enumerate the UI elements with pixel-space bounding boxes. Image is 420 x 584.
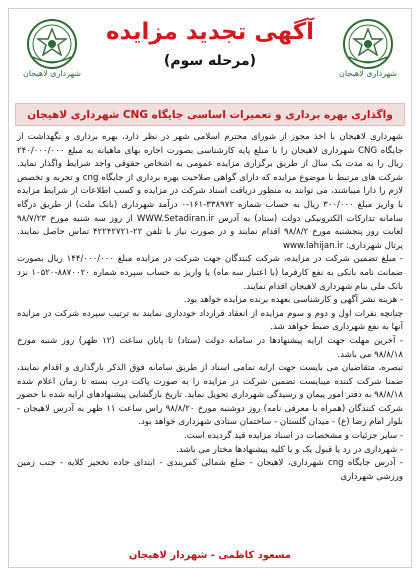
paragraph: - مبلغ تضمین شرکت در مزایده، شرکت کنندگان جهت شرکت در مزایده مبلغ ۱۴۴/۰۰۰/۰۰۰ ریال بصورت ضمانت نامه بانکی به نفع کارفرما (با اعتبار سه ماه) یا واریز به حساب سپرده شماره ۸۸۷۰۰۲۰-۱۰۵۲۰ نزد بانک ملی بنام شهرداری لاهیجان اقدام نمایند. bbox=[17, 254, 403, 292]
emblem-icon bbox=[339, 17, 397, 71]
logo-caption: شهرداری لاهیجان bbox=[339, 69, 397, 78]
paragraph: چنانچه نفرات اول و دوم و سوم مزایده از انعقاد قرارداد خودداری نمایند به ترتیب سپرده شرکت در مزایده آنها به نفع شهرداری ضبط خواهد شد. bbox=[17, 308, 403, 333]
emblem-icon bbox=[23, 17, 81, 71]
paragraph: شهرداری لاهیجان با اخذ مجوز از شورای محترم اسلامی شهر در نظر دارد، بهره برداری و نگهداشت از جایگاه CNG شهرداری لاهیجان را با مبلغ پایه کارشناسی بصورت اجاره بهای ماهیانه به مبلغ ۲۴۰/۰۰۰/۰۰۰ ریال را به مدت یک سال از طریق برگزاری مزایده عمومی به اشخاص حقوقی واجد شرایط واگذار نماید. شرکت های مرتبط با موضوع مزایده که دارای گواهی صلاحیت بهره برداری از جایگاه cng و تجربه و تخصص لازم را دارا میباشند، می توانند به منظور دریافت اسناد شرکت در مزایده و کسب اطلاعات از شرایط مزایده با واریز مبلغ ۳۰۰/۰۰۰ ریال به حساب شماره ۳۳۸۹۷۲-۱۶۱-۰ درآمد شهرداری (بانک ملت) از طریق درگاه سامانه تدارکات الکترونیکی دولت (ستاد) به آدرس WWW.Setadiran.ir از روز سه شنبه مورخ ۹۸/۷/۲۳ لغایت روز پنجشنبه مورخ ۹۸/۸/۲ اقدام نمایند و در صورت نیاز با تلفن ۲۲-۴۲۲۴۲۷۲۱ تماس حاصل نمایند. پرتال شهرداری: www.lahijan.ir bbox=[17, 132, 404, 251]
paragraph: تبصره، متقاضیان می بایست جهت ارایه تمامی اسناد از طریق سامانه فوق الذکر بارگذاری و اقدام نمایند، ضمنا شرکت کننده میبایست تضمین شرکت در مزایده را به صورت پاکت درب بسته تا زمان اعلام شده ۹۸/۸/۱۸ به دفتر امور پیمان و رسیدگی شهرداری تحویل نماید. تاریخ بازگشایی پیشنهادهای ارایه شده با حضور شرکت کنندگان (همراه با معرفی نامه) روز دوشنبه مورخ ۹۸/۸/۲۰ راس ساعت ۱۱ ظهر به آدرس لاهیجان - بلوار امام رضا (ع) - میدان گلستان - ساختمان ستادی شهرداری خواهد بود. bbox=[17, 363, 403, 428]
paragraph: - آدرس جایگاه cng شهرداری، لاهیجان - ضلع شمالی کمربندی - ابتدای جاده نخجیر کلایه - جنب زمین ورزشی شهرداری bbox=[17, 458, 404, 482]
paragraph: - هزینه نشر آگهی و کارشناسی بعهده برنده مزایده خواهد بود. bbox=[183, 295, 403, 306]
page-subtitle: (مرحله سوم) bbox=[163, 53, 257, 69]
paragraph: - آخرین مهلت جهت ارایه پیشنهادها در سامانه دولت (ستاد) تا پایان ساعت (۱۲ ظهر) روز شنبه مورخ ۹۸/۸/۱۸ می باشد. bbox=[17, 335, 403, 360]
ad-page bbox=[8, 8, 412, 568]
page-title: آگهی تجدید مزایده bbox=[105, 19, 315, 45]
logo-caption: شهرداری لاهیجان bbox=[23, 69, 81, 78]
subject-banner: واگذاری بهره برداری و تعمیرات اساسی جایگاه CNG شهرداری لاهیجان bbox=[15, 103, 405, 126]
ad-body bbox=[17, 131, 403, 484]
signature: مسعود کاظمی - شهردار لاهیجان bbox=[128, 550, 292, 561]
municipality-logo-left bbox=[21, 17, 83, 79]
paragraph: - شهرداری در رد یا قبول یک و یا کلیه پیشنهادها مختار می باشد. bbox=[176, 444, 403, 455]
paragraph: - سایر جزئیات و مشخصات در اسناد مزایده قید گردیده است. bbox=[183, 431, 403, 442]
municipality-logo-right bbox=[337, 17, 399, 79]
